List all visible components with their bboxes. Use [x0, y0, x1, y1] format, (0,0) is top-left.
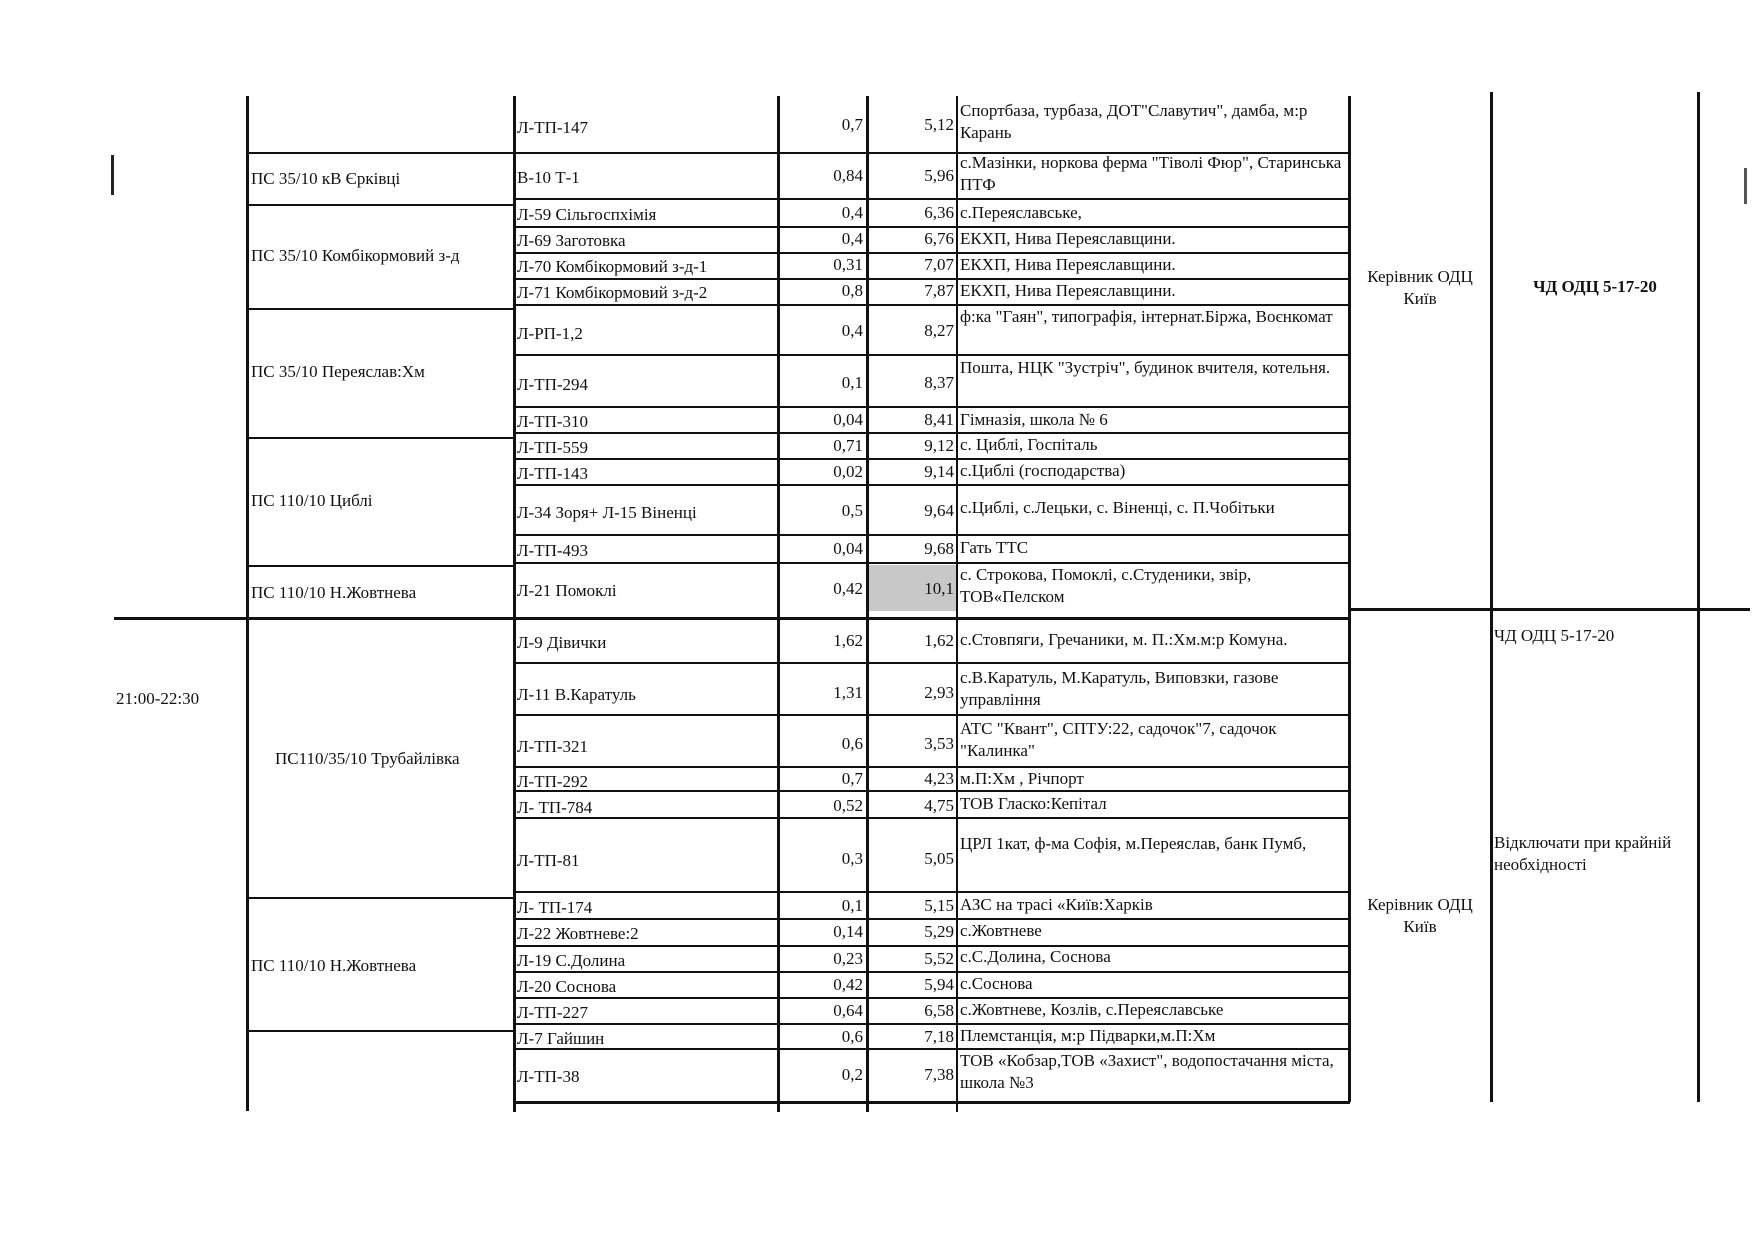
consumers-text: с.Мазінки, норкова ферма "Тіволі Фюр", Старинська ПТФ — [960, 153, 1342, 194]
line-name: Л-7 Гайшин — [517, 1029, 605, 1048]
line-name: Л-34 Зоря+ Л-15 Віненці — [517, 503, 697, 522]
load-value: 0,84 — [833, 166, 863, 185]
line-name: Л-ТП-81 — [517, 851, 580, 870]
consumers-text: ЦРЛ 1кат, ф-ма Софія, м.Переяслав, банк Пумб, — [960, 834, 1307, 853]
line-name: Л-ТП-294 — [517, 375, 589, 394]
consumers-text: Гімназія, школа № 6 — [960, 410, 1108, 429]
grid-line — [513, 945, 1350, 947]
grid-line — [246, 1030, 515, 1032]
cumulative-value: 8,41 — [924, 410, 954, 429]
consumers-text: Пошта, НЦК "Зустріч", будинок вчителя, котельня. — [960, 358, 1331, 377]
consumers-text: ЕКХП, Нива Переяславщини. — [960, 229, 1176, 248]
load-value: 0,14 — [833, 922, 863, 941]
grid-line — [246, 897, 515, 899]
cumulative-value: 5,29 — [924, 922, 954, 941]
cumulative-value: 6,58 — [924, 1001, 954, 1020]
grid-line — [246, 152, 515, 154]
grid-line — [513, 458, 1350, 460]
substation-name: ПС110/35/10 Трубайлівка — [275, 749, 460, 768]
line-name: В-10 Т-1 — [517, 168, 580, 187]
line-name: Л-ТП-321 — [517, 737, 589, 756]
grid-line — [513, 997, 1350, 999]
block-separator — [1350, 608, 1750, 611]
line-name: Л-ТП-310 — [517, 412, 589, 431]
grid-line — [513, 406, 1350, 408]
grid-line — [246, 308, 515, 310]
substation-name: ПС 35/10 кВ Єрківці — [251, 169, 401, 188]
line-name: Л-19 С.Долина — [517, 951, 626, 970]
line-name: Л-22 Жовтневе:2 — [517, 924, 639, 943]
load-value: 0,7 — [841, 115, 863, 134]
consumers-text: АТС "Квант", СПТУ:22, садочок"7, садочок "Калинка" — [960, 719, 1277, 760]
load-value: 0,31 — [833, 255, 863, 274]
grid-line — [246, 437, 515, 439]
load-value: 1,31 — [833, 683, 863, 702]
cumulative-value: 9,12 — [924, 436, 954, 455]
cumulative-value: 7,87 — [924, 281, 954, 300]
grid-line — [246, 96, 249, 1111]
cumulative-value: 6,76 — [924, 229, 954, 248]
consumers-text: Племстанція, м:р Підварки,м.П:Хм — [960, 1026, 1216, 1045]
grid-line — [513, 198, 1350, 200]
consumers-text: с.Циблі (господарства) — [960, 461, 1126, 480]
load-value: 0,52 — [833, 796, 863, 815]
cumulative-value: 7,38 — [924, 1065, 954, 1084]
load-value: 1,62 — [833, 631, 863, 650]
consumers-text: Спортбаза, турбаза, ДОТ"Славутич", дамба, м:р Карань — [960, 101, 1308, 142]
consumers-text: с.Переяславське, — [960, 203, 1082, 222]
substation-name: ПС 35/10 Комбікормовий з-д — [251, 246, 460, 265]
grid-line — [513, 1101, 1350, 1104]
scan-mark — [1744, 168, 1747, 204]
load-value: 0,1 — [841, 373, 863, 392]
grid-line — [513, 1023, 1350, 1025]
consumers-text: м.П:Хм , Річпорт — [960, 769, 1084, 788]
grid-line — [513, 714, 1350, 716]
load-value: 0,42 — [833, 579, 863, 598]
consumers-text: с.Жовтневе, Козлів, с.Переяславське — [960, 1000, 1224, 1019]
load-value: 0,1 — [841, 896, 863, 915]
load-value: 0,3 — [841, 849, 863, 868]
consumers-text: ЕКХП, Нива Переяславщини. — [960, 281, 1176, 300]
cumulative-value: 9,14 — [924, 462, 954, 481]
grid-line — [777, 96, 780, 1112]
load-value: 0,6 — [841, 734, 863, 753]
cumulative-value: 5,52 — [924, 949, 954, 968]
line-name: Л-ТП-292 — [517, 772, 589, 791]
load-value: 0,5 — [841, 501, 863, 520]
contact-phone: ЧД ОДЦ 5-17-20 — [1533, 277, 1657, 296]
grid-line — [1490, 92, 1493, 1102]
line-name: Л-ТП-143 — [517, 464, 589, 483]
consumers-text: с.С.Долина, Соснова — [960, 947, 1111, 966]
line-name: Л-21 Помоклі — [517, 581, 617, 600]
cumulative-value: 4,23 — [924, 769, 954, 788]
consumers-text: с.Циблі, с.Лецьки, с. Віненці, с. П.Чобітьки — [960, 498, 1275, 517]
cumulative-value: 10,1 — [924, 579, 954, 598]
grid-line — [1348, 96, 1351, 1102]
load-value: 0,04 — [833, 539, 863, 558]
grid-line — [246, 565, 515, 567]
cumulative-value: 1,62 — [924, 631, 954, 650]
consumers-text: АЗС на трасі «Київ:Харків — [960, 895, 1153, 914]
cumulative-value: 5,96 — [924, 166, 954, 185]
grid-line — [513, 432, 1350, 434]
substation-name: ПС 110/10 Циблі — [251, 491, 373, 510]
consumers-text: с. Строкова, Помоклі, с.Студеники, звір, ТОВ«Пелском — [960, 565, 1252, 606]
load-value: 0,64 — [833, 1001, 863, 1020]
grid-line — [513, 971, 1350, 973]
contact-phone: ЧД ОДЦ 5-17-20 — [1494, 626, 1615, 645]
grid-line — [513, 790, 1350, 792]
cumulative-value: 5,94 — [924, 975, 954, 994]
grid-line — [513, 484, 1350, 486]
consumers-text: Гать ТТС — [960, 538, 1029, 557]
substation-name: ПС 110/10 Н.Жовтнева — [251, 956, 417, 975]
consumers-text: с.В.Каратуль, М.Каратуль, Виповзки, газове управління — [960, 668, 1279, 709]
line-name: Л-ТП-38 — [517, 1067, 580, 1086]
substation-name: ПС 110/10 Н.Жовтнева — [251, 583, 417, 602]
grid-line — [1697, 92, 1700, 1102]
cumulative-value: 7,18 — [924, 1027, 954, 1046]
load-value: 0,42 — [833, 975, 863, 994]
grid-line — [513, 354, 1350, 356]
cumulative-value: 3,53 — [924, 734, 954, 753]
substation-name: ПС 35/10 Переяслав:Хм — [251, 362, 425, 381]
load-value: 0,4 — [841, 321, 863, 340]
load-value: 0,7 — [841, 769, 863, 788]
line-name: Л-59 Сільгоспхімія — [517, 205, 657, 224]
line-name: Л- ТП-784 — [517, 798, 593, 817]
line-name: Л-ТП-559 — [517, 438, 589, 457]
line-name: Л- ТП-174 — [517, 898, 593, 917]
grid-line — [513, 891, 1350, 893]
load-value: 0,4 — [841, 229, 863, 248]
consumers-text: с.Стовпяги, Гречаники, м. П.:Хм.м:р Комуна. — [960, 630, 1288, 649]
cumulative-value: 9,68 — [924, 539, 954, 558]
consumers-text: с.Соснова — [960, 974, 1033, 993]
consumers-text: ТОВ Гласко:Кепітал — [960, 794, 1107, 813]
load-value: 0,4 — [841, 203, 863, 222]
cumulative-value: 8,37 — [924, 373, 954, 392]
grid-line — [513, 662, 1350, 664]
cumulative-value: 6,36 — [924, 203, 954, 222]
block-separator — [114, 617, 1349, 620]
line-name: Л-11 В.Каратуль — [517, 685, 636, 704]
cumulative-value: 8,27 — [924, 321, 954, 340]
cumulative-value: 7,07 — [924, 255, 954, 274]
scan-mark — [111, 155, 114, 195]
cumulative-value: 9,64 — [924, 501, 954, 520]
grid-line — [513, 96, 516, 1112]
consumers-text: с.Жовтневе — [960, 921, 1042, 940]
line-name: Л-9 Дівички — [517, 633, 607, 652]
load-value: 0,23 — [833, 949, 863, 968]
grid-line — [246, 204, 515, 206]
grid-line — [513, 918, 1350, 920]
consumers-text: ЕКХП, Нива Переяславщини. — [960, 255, 1176, 274]
load-value: 0,2 — [841, 1065, 863, 1084]
line-name: Л-70 Комбікормовий з-д-1 — [517, 257, 708, 276]
line-name: Л-ТП-227 — [517, 1003, 589, 1022]
grid-line — [513, 534, 1350, 536]
load-value: 0,02 — [833, 462, 863, 481]
load-value: 0,71 — [833, 436, 863, 455]
cumulative-value: 5,15 — [924, 896, 954, 915]
line-name: Л-ТП-493 — [517, 541, 589, 560]
cumulative-value: 5,12 — [924, 115, 954, 134]
consumers-text: ТОВ «Кобзар,ТОВ «Захист", водопостачання міста, школа №3 — [960, 1051, 1334, 1092]
cumulative-value: 2,93 — [924, 683, 954, 702]
disconnect-note: Відключати при крайній необхідності — [1494, 833, 1672, 874]
line-name: Л-ТП-147 — [517, 118, 589, 137]
load-value: 0,6 — [841, 1027, 863, 1046]
grid-line — [956, 96, 958, 1112]
consumers-text: ф:ка "Гаян", типографія, інтернат.Біржа, Воєнкомат — [960, 307, 1333, 326]
line-name: Л-69 Заготовка — [517, 231, 626, 250]
cumulative-value: 5,05 — [924, 849, 954, 868]
line-name: Л-РП-1,2 — [517, 324, 583, 343]
consumers-text: с. Циблі, Госпіталь — [960, 435, 1098, 454]
grid-line — [513, 817, 1350, 819]
time-slot: 21:00-22:30 — [116, 689, 200, 708]
responsible-person: Керівник ОДЦ Київ — [1367, 267, 1473, 308]
load-value: 0,04 — [833, 410, 863, 429]
line-name: Л-71 Комбікормовий з-д-2 — [517, 283, 708, 302]
cumulative-value: 4,75 — [924, 796, 954, 815]
load-value: 0,8 — [841, 281, 863, 300]
line-name: Л-20 Соснова — [517, 977, 617, 996]
responsible-person: Керівник ОДЦ Київ — [1367, 895, 1473, 936]
